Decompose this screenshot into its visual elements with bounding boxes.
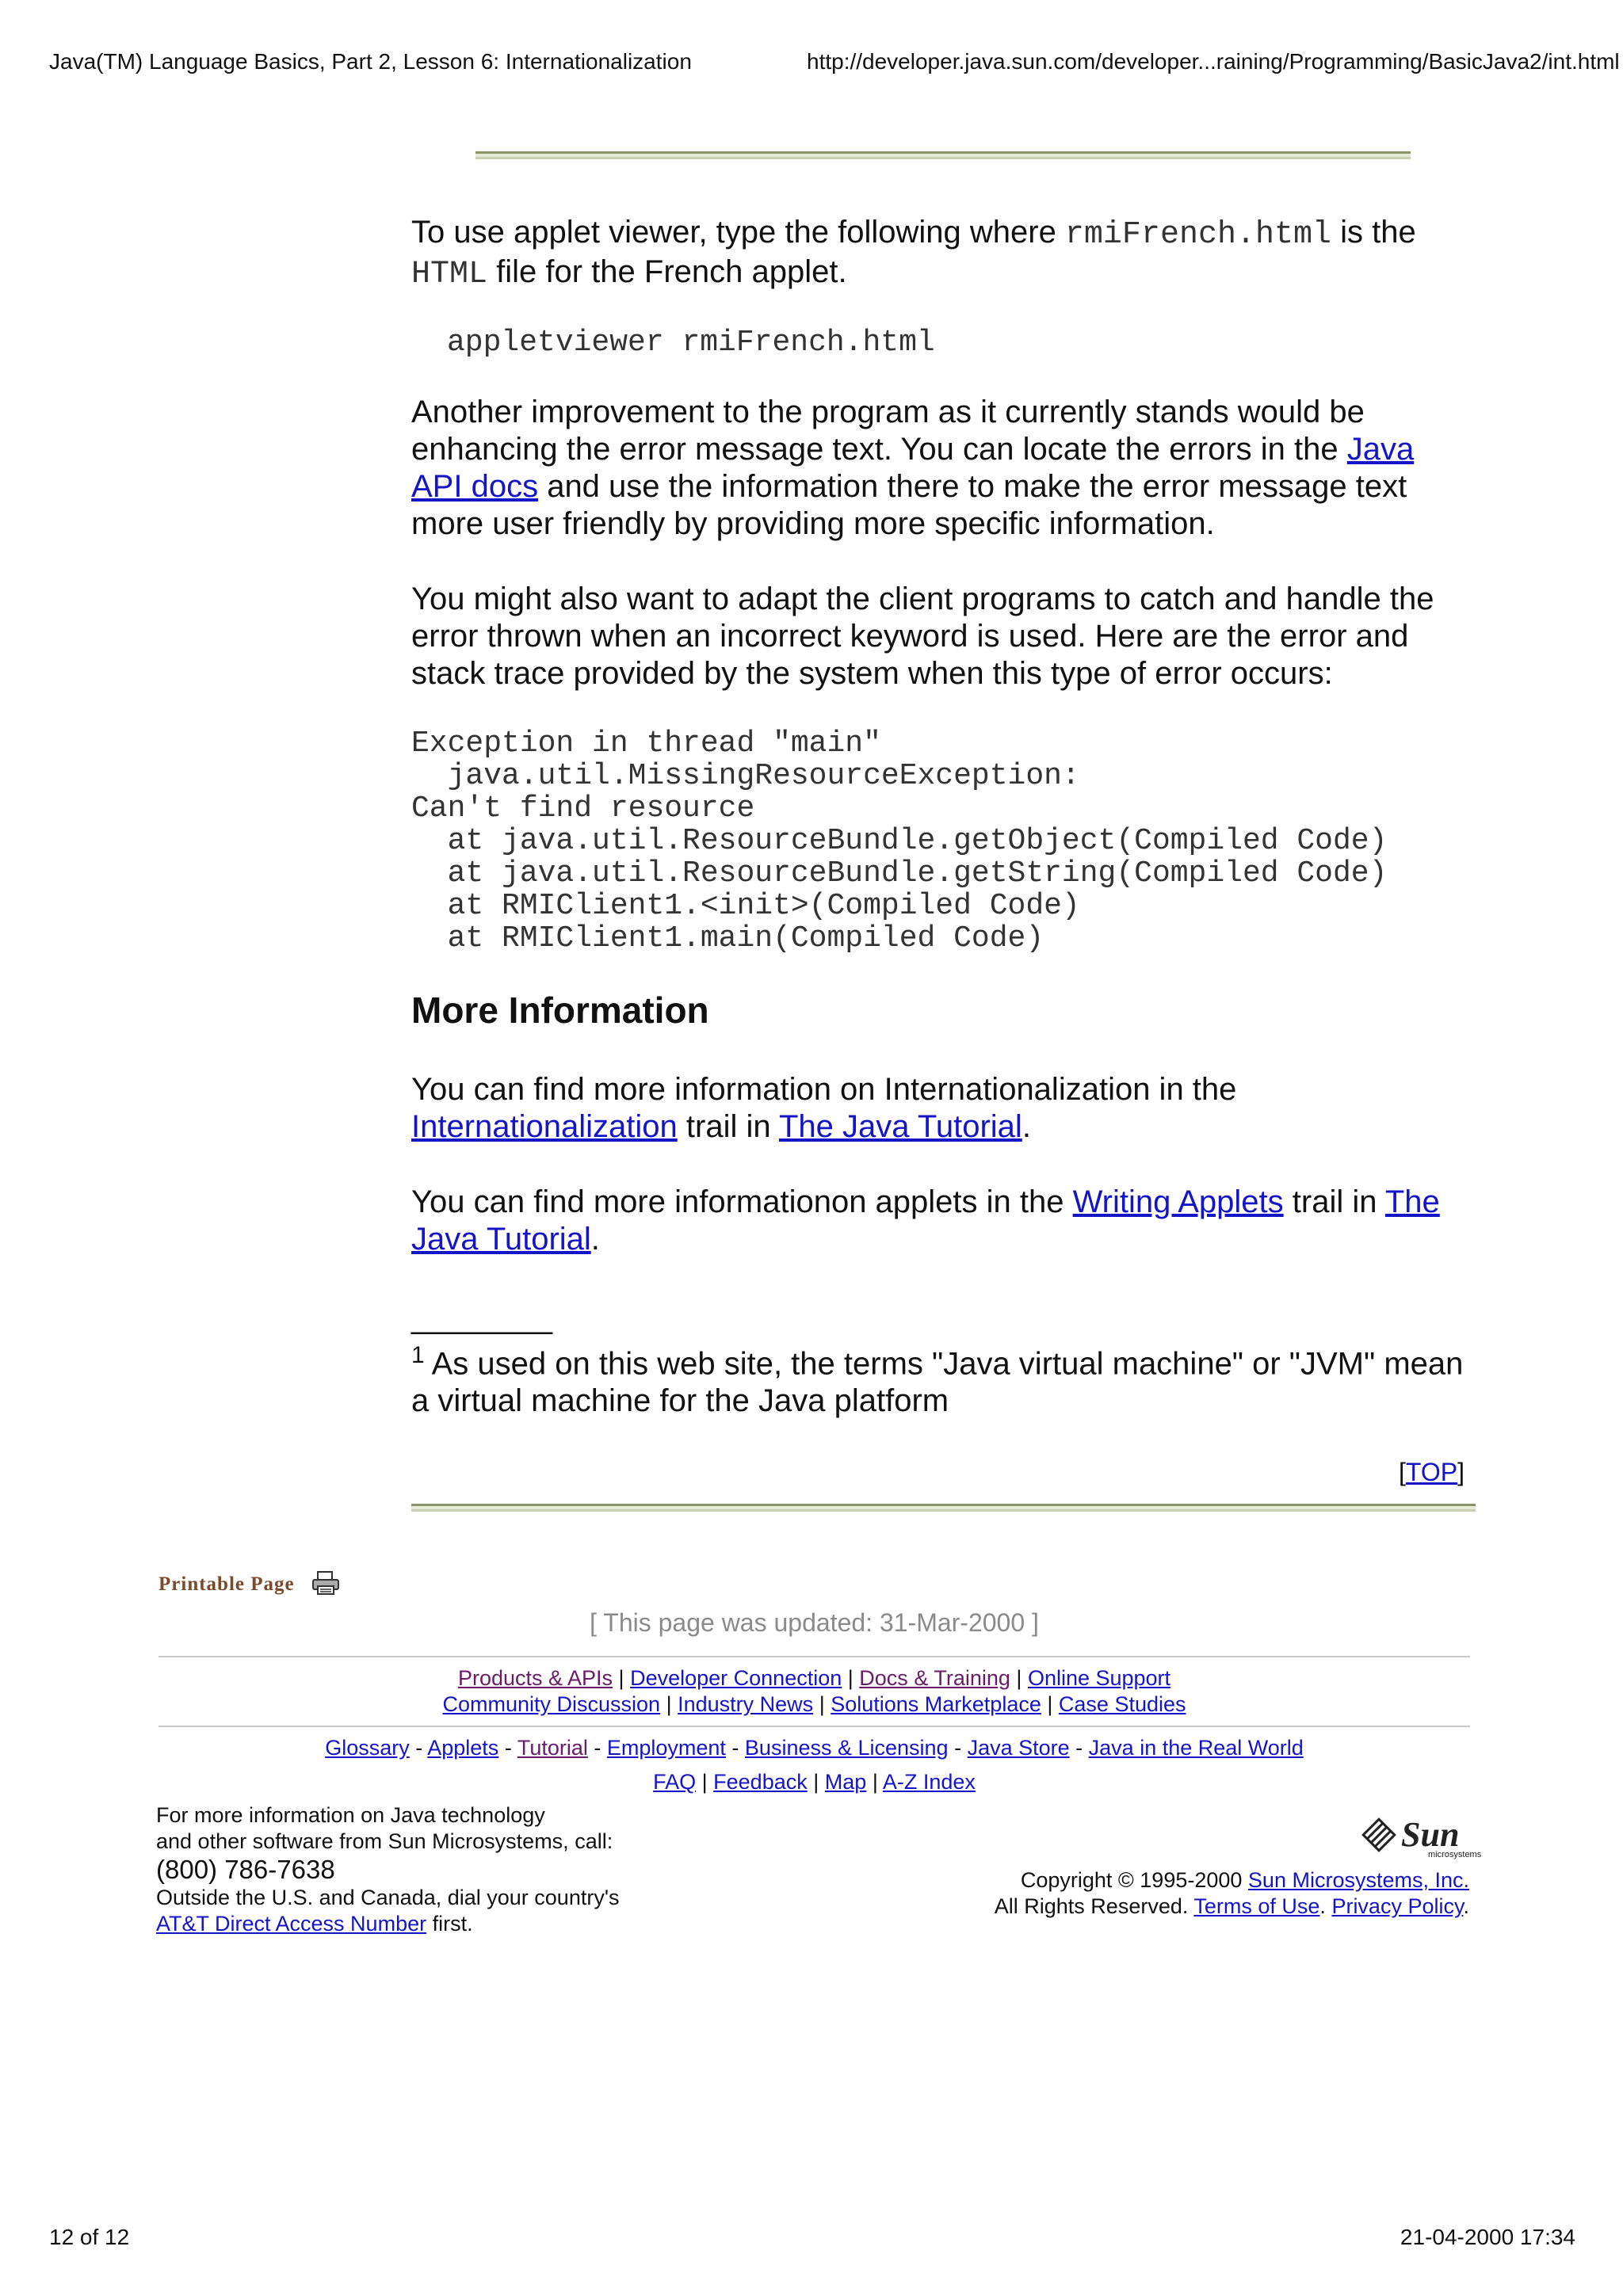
command-block: appletviewer rmiFrench.html (447, 326, 935, 360)
link-internationalization[interactable]: Internationalization (411, 1109, 678, 1144)
link-writing-applets[interactable]: Writing Applets (1072, 1184, 1284, 1219)
print-footer-datetime: 21-04-2000 17:34 (1400, 2225, 1575, 2249)
footer-nav-row-2: Community Discussion | Industry News | Solutions Marketplace | Case Studies (442, 1692, 1186, 1716)
copyright-block: Copyright © 1995-2000 Sun Microsystems, Inc. All Rights Reserved. Terms of Use. Privacy Policy. (994, 1868, 1469, 1918)
trace-line: at RMIClient1.main(Compiled Code) (411, 921, 1044, 955)
nav-solutions-marketplace[interactable]: Solutions Marketplace (831, 1692, 1041, 1716)
paragraph-i18n-info: You can find more information on Internationalization in the Internationalization trail in The Java Tutorial. (411, 1072, 1237, 1144)
link-java-api-docs[interactable]: Java API docs (411, 432, 1415, 504)
print-header-url: http://developer.java.sun.com/developer...raining/Programming/BasicJava2/int.html (807, 49, 1620, 74)
trace-line: at java.util.ResourceBundle.getString(Compiled Code) (411, 856, 1388, 891)
trace-line: Can't find resource (411, 791, 755, 826)
link-sun-microsystems[interactable]: Sun Microsystems, Inc. (1247, 1868, 1469, 1892)
top-divider (475, 151, 1411, 159)
trace-line: java.util.MissingResourceException: (411, 759, 1080, 793)
nav-az-index[interactable]: A-Z Index (882, 1770, 976, 1794)
paragraph-error-text: Another improvement to the program as it currently stands would be enhancing the error message text. You can locate the errors in the Java API docs and use the information there to make the error message text more user friendly by providing more specific information. (411, 395, 1415, 541)
nav-industry-news[interactable]: Industry News (678, 1692, 814, 1716)
link-java-tutorial[interactable]: The Java Tutorial (778, 1109, 1022, 1144)
printer-icon (311, 1570, 340, 1601)
contact-info: For more information on Java technology and other software from Sun Microsystems, call: (800) 786-7638 Outside the U.S. and Canada, dial your country's AT&T Direct Access Number first. (156, 1802, 711, 1937)
footnote-mark: 1 (411, 1342, 425, 1368)
nav-developer-connection[interactable]: Developer Connection (630, 1666, 842, 1690)
inline-code-html: HTML (411, 257, 488, 292)
sun-logo: Sun microsystems (1361, 1814, 1472, 1862)
nav-glossary[interactable]: Glossary (325, 1736, 410, 1760)
nav-java-store[interactable]: Java Store (967, 1736, 1070, 1760)
nav-applets[interactable]: Applets (427, 1736, 499, 1760)
paragraph-applet-viewer: To use applet viewer, type the following where rmiFrench.html is the HTML file for the French applet. (411, 215, 1416, 292)
sun-diamond-icon (1361, 1817, 1396, 1852)
footer-divider-2 (158, 1726, 1470, 1727)
nav-employment[interactable]: Employment (606, 1736, 726, 1760)
bottom-divider (411, 1504, 1476, 1512)
nav-community-discussion[interactable]: Community Discussion (442, 1692, 661, 1716)
footnote: $^1$ As used on this web site, the terms "Java virtual machine" or "JVM" mean a virtual machine for the Java platform (411, 1342, 1464, 1419)
stack-trace (411, 727, 1473, 955)
heading-more-information: More Information (411, 990, 709, 1031)
link-privacy-policy[interactable]: Privacy Policy (1331, 1894, 1464, 1918)
inline-code-rmifrench: rmiFrench.html (1064, 217, 1331, 253)
top-link[interactable]: TOP (1405, 1458, 1458, 1486)
print-footer-pages: 12 of 12 (49, 2225, 130, 2249)
link-java-tutorial-2[interactable]: The (1384, 1184, 1440, 1219)
printable-page-link[interactable]: Printable Page (158, 1570, 340, 1601)
nav-case-studies[interactable]: Case Studies (1058, 1692, 1186, 1716)
nav-docs-training[interactable]: Docs & Training (859, 1666, 1010, 1690)
nav-products-apis[interactable]: Products & APIs (457, 1666, 613, 1690)
nav-faq[interactable]: FAQ (653, 1770, 697, 1794)
footer-nav-row-4: FAQ | Feedback | Map | A-Z Index (653, 1770, 976, 1794)
nav-business-licensing[interactable]: Business & Licensing (744, 1736, 949, 1760)
page-updated: [ This page was updated: 31-Mar-2000 ] (590, 1608, 1039, 1637)
nav-online-support[interactable]: Online Support (1027, 1666, 1171, 1690)
phone-number: (800) 786-7638 (156, 1855, 335, 1884)
nav-java-real-world[interactable]: Java in the Real World (1088, 1736, 1304, 1760)
paragraph-applets-info: You can find more informationon applets in the Writing Applets trail in The Java Tutorial. (411, 1184, 1440, 1257)
link-att-direct-access[interactable]: AT&T Direct Access Number (156, 1912, 427, 1936)
link-java-tutorial-2b[interactable]: Java Tutorial (411, 1222, 591, 1257)
print-header-title: Java(TM) Language Basics, Part 2, Lesson 6: Internationalization (49, 49, 692, 74)
footer-nav-row-1: Products & APIs | Developer Connection | Docs & Training | Online Support (457, 1666, 1171, 1690)
top-link-wrapper: [TOP] (1399, 1458, 1465, 1486)
footer-nav-row-3: Glossary - Applets - Tutorial - Employment - Business & Licensing - Java Store - Java in the Real World (325, 1736, 1304, 1760)
paragraph-catch-error: You might also want to adapt the client programs to catch and handle the error thrown when an incorrect keyword is used. Here are the error and stack trace provided by the system when this type of error occurs: (411, 582, 1434, 691)
trace-line: at java.util.ResourceBundle.getObject(Compiled Code) (411, 824, 1388, 858)
footer-divider-1 (158, 1656, 1470, 1657)
trace-line: Exception in thread "main" (411, 727, 881, 761)
trace-line: at RMIClient1.<init>(Compiled Code) (411, 889, 1080, 923)
nav-map[interactable]: Map (824, 1770, 867, 1794)
footnote-separator: ________ (411, 1300, 552, 1335)
link-terms-of-use[interactable]: Terms of Use (1193, 1894, 1320, 1918)
nav-tutorial[interactable]: Tutorial (517, 1736, 588, 1760)
nav-feedback[interactable]: Feedback (713, 1770, 808, 1794)
